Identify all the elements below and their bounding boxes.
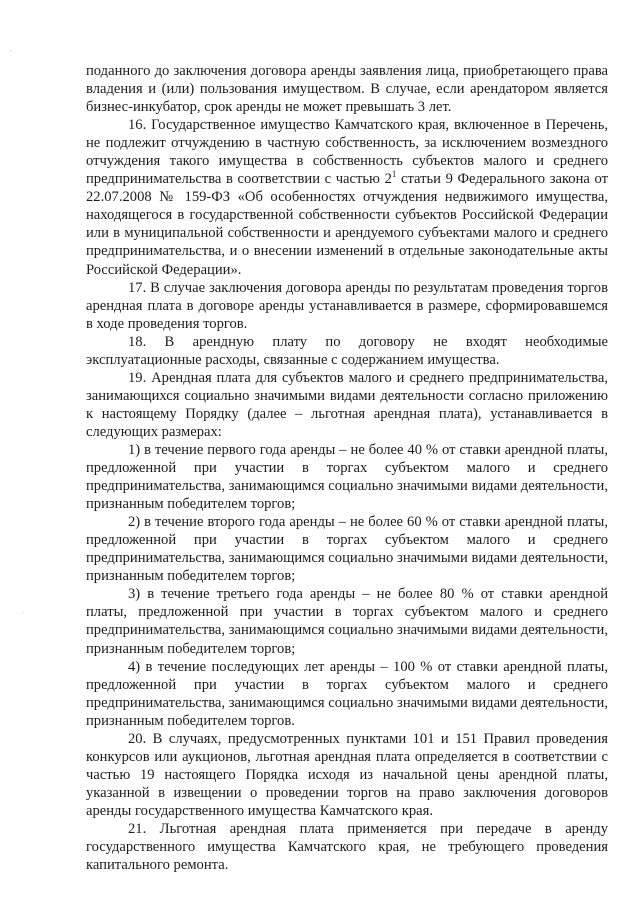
paragraph-16-text-a: 16. Государственное имущество Камчатского края, включенное в Перечень, не подлежит отчуждению в частную собственность, за исключением возмездного отчуждения такого имущества в собственность субъектов малого и среднего предпринимательства в соответствии с частью 2 [86, 117, 608, 188]
paragraph-18: 18. В арендную плату по договору не входят необходимые эксплуатационные расходы, связанные с содержанием имущества. [86, 333, 608, 368]
scan-mark: , [10, 46, 12, 53]
list-item-19-2: 2) в течение второго года аренды – не более 60 % от ставки арендной платы, предложенной при участии в торгах субъектом малого и среднего предпринимательства, занимающимся социально значимыми видами деятельности, признанным победителем торгов; [86, 514, 608, 585]
superscript-1: 1 [391, 169, 397, 180]
list-item-19-4: 4) в течение последующих лет аренды – 100 % от ставки арендной платы, предложенной при участии в торгах субъектом малого и среднего предпринимательства, занимающимся социально значимыми видами деятельности, признанным победителем торгов. [86, 658, 608, 729]
paragraph-continuation: поданного до заключения договора аренды заявления лица, приобретающего права владения и (или) пользования имуществом. В случае, если арендатором является бизнес-инкубатор, срок аренды не может превышать 3 лет. [86, 63, 608, 116]
paragraph-19: 19. Арендная плата для субъектов малого и среднего предпринимательства, занимающихся социально значимыми видами деятельности согласно приложению к настоящему Порядку (далее – льготная арендная плата), устанавливается в следующих размерах: [86, 369, 608, 440]
paragraph-17: 17. В случае заключения договора аренды по результатам проведения торгов арендная плата в договоре аренды устанавливается в размере, сформировавшемся в ходе проведения торгов. [86, 279, 608, 332]
paragraph-16-text-b: статьи 9 Федерального закона от 22.07.2008 № 159-ФЗ «Об особенностях отчуждения недвижимого имущества, находящегося в государственной собственности субъектов Российской Федерации или в муниципальной собственности и арендуемого субъектами малого и среднего предпринимательства, и о внесении изменений в отдельные законодательные акты Российской Федерации». [86, 171, 608, 278]
scan-mark: · [22, 610, 24, 617]
paragraph-20: 20. В случаях, предусмотренных пунктами 101 и 151 Правил проведения конкурсов или аукционов, льготная арендная плата определяется в соответствии с частью 19 настоящего Порядка исходя из начальной цены арендной платы, указанной в извещении о проведении торгов на право заключения договоров аренды государственного имущества Камчатского края. [86, 730, 608, 819]
document-body [86, 62, 608, 874]
list-item-19-3: 3) в течение третьего года аренды – не более 80 % от ставки арендной платы, предложенной при участии в торгах субъектом малого и среднего предпринимательства, занимающимся социально значимыми видами деятельности, признанным победителем торгов; [86, 586, 608, 657]
paragraph-21: 21. Льготная арендная плата применяется при передаче в аренду государственного имущества Камчатского края, не требующего проведения капитального ремонта. [86, 820, 608, 874]
paragraph-16 [86, 116, 608, 278]
list-item-19-1: 1) в течение первого года аренды – не более 40 % от ставки арендной платы, предложенной при участии в торгах субъектом малого и среднего предпринимательства, занимающимся социально значимыми видами деятельности, признанным победителем торгов; [86, 441, 608, 513]
